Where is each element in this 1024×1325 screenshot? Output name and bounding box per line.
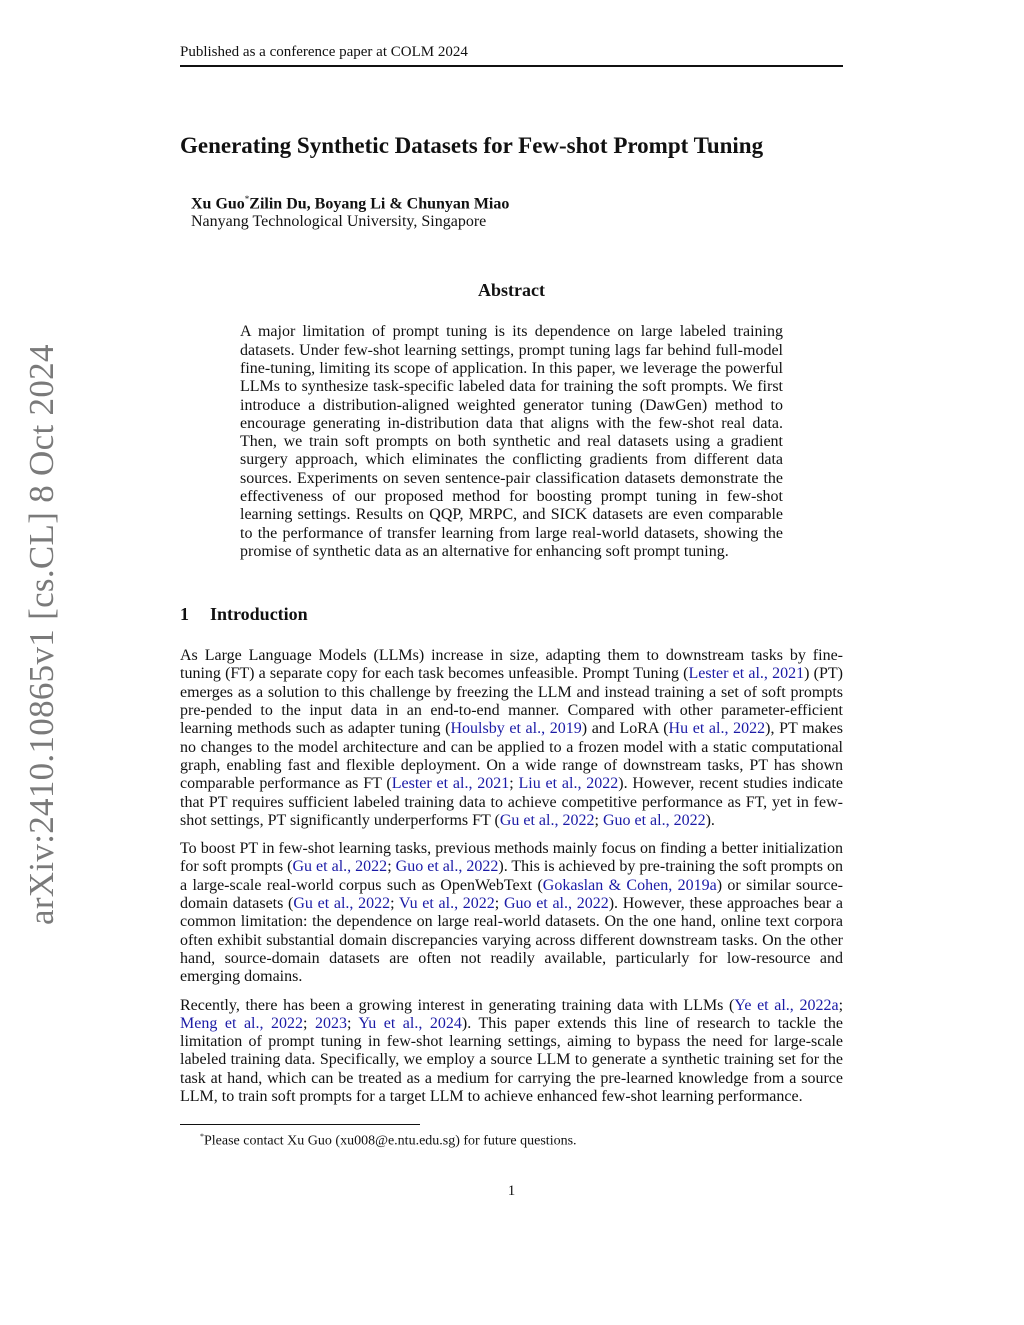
citation-link[interactable]: Yu et al., 2024 (358, 1014, 462, 1032)
citation-link[interactable]: Meng et al., 2022 (180, 1014, 304, 1032)
citation-link[interactable]: Ye et al., 2022a (734, 996, 839, 1014)
citation-link[interactable]: 2023 (315, 1014, 348, 1032)
paragraph-text: ). This is achieved by pre-training the soft prompts on a large-scale real-world corpus such as OpenWebText ( (180, 858, 844, 894)
header-rule (180, 65, 843, 67)
abstract-heading: Abstract (478, 280, 545, 301)
paragraph-text: ; (509, 775, 519, 793)
footnote-mark: * (200, 1132, 204, 1142)
abstract-text: A major limitation of prompt tuning is its dependence on large labeled training datasets. Under few-shot learning settings, prompt tuning lags far behind full-model fine-tuning, limiting its scope of application. In this paper, we leverage the powerful LLMs to synthesize task-specific labeled data for training the soft prompts. We first introduce a distribution-aligned weighted generator tuning (DawGen) method to encourage generating in-distribution data that aligns with the few-shot real data. Then, we train soft prompts on both synthetic and real datasets using a gradient surgery approach, which eliminates the conflicting gradients from different data sources. Experiments on seven sentence-pair classification datasets demonstrate the effectiveness of our proposed method for boosting prompt tuning in few-shot learning settings. Results on QQP, MRPC, and SICK datasets are even comparable to the performance of transfer learning from large real-world datasets, showing the promise of synthetic data as an alternative for enhancing soft prompt tuning. (240, 323, 783, 560)
citation-link[interactable]: Gu et al., 2022 (293, 895, 391, 913)
paragraph-text: ). However, recent studies indicate that PT requires sufficient labeled training data to achieve competitive performance as FT, yet in few-shot settings, PT significantly underperforms FT ( (180, 775, 844, 829)
citation-link[interactable]: Liu et al., 2022 (518, 775, 619, 793)
footnote-text: Please contact Xu Guo (xu008@e.ntu.edu.sg) for future questions. (204, 1133, 577, 1149)
citation-link[interactable]: Guo et al., 2022 (503, 895, 609, 913)
paragraph-text: ). This paper extends this line of research to tackle the limitation of prompt tuning in few-shot learning settings, aiming to bypass the need for large-scale labeled training data. Specifically, we employ a source LLM to generate a synthetic training set for the task at hand, which can be treated as a medium for carrying the pre-learned knowledge from a source LLM, to train soft prompts for a target LLM to achieve enhanced few-shot learning performance. (180, 1014, 844, 1106)
footnote-mark[interactable]: * (244, 194, 250, 204)
citation-link[interactable]: Guo et al., 2022 (395, 858, 499, 876)
arxiv-identifier: arXiv:2410.10865v1 [cs.CL] 8 Oct 2024 (22, 344, 61, 925)
citation-link[interactable]: Lester et al., 2021 (391, 775, 510, 793)
footnote-area (180, 1124, 843, 1150)
paper-title: Generating Synthetic Datasets for Few-shot Prompt Tuning (180, 133, 764, 158)
citation-link[interactable]: Gu et al., 2022 (292, 858, 388, 876)
citation-link[interactable]: Gu et al., 2022 (499, 811, 595, 829)
paragraph-text: ) and LoRA ( (581, 720, 669, 738)
citation-link[interactable]: Vu et al., 2022 (399, 895, 495, 913)
paragraph-text: ; (494, 895, 504, 913)
running-header: Published as a conference paper at COLM 2024 (180, 44, 468, 60)
paragraph-text: ; (303, 1014, 316, 1032)
page-body (180, 132, 843, 1220)
section-heading (180, 603, 843, 625)
paragraph-text: To boost PT in few-shot learning tasks, previous methods mainly focus on finding a better initialization for soft prompts ( (180, 840, 843, 876)
paragraph-text: ) (PT) emerges as a solution to this challenge by freezing the LLM and instead training a set of soft prompts pre-pended to the input data in an end-to-end manner. Compared with other parameter-efficient learning methods such as adapter tuning ( (180, 665, 843, 738)
footnote-rule (180, 1124, 420, 1125)
affiliation: Nanyang Technological University, Singapore (191, 213, 487, 231)
first-author: Xu Guo (191, 195, 245, 213)
other-authors: Zilin Du, Boyang Li & Chunyan Miao (249, 195, 510, 213)
paragraph-text: ). However, these approaches bear a common limitation: the dependence on large real-world datasets. On the one hand, online text corpora often exhibit substantial domain discrepancies varying across different downstream tasks. On the other hand, source-domain datasets are often not readily available, particularly for low-resource and emerging domains. (180, 895, 844, 986)
page-number: 1 (507, 1182, 516, 1199)
intro-paragraph-2 (180, 840, 843, 986)
paragraph-text: ), PT makes no changes to the model architecture and can be applied to a frozen model with a static computational graph, enabling fast and flexible deployment. On a wide range of downstream tasks, PT has shown comparable performance as FT ( (180, 720, 844, 793)
section-number: 1 (180, 604, 189, 625)
author-list (191, 190, 843, 213)
paragraph-text: ; (347, 1014, 359, 1032)
footnote (200, 1128, 843, 1150)
paragraph-text: ). (705, 811, 715, 829)
citation-link[interactable]: Houlsby et al., 2019 (450, 720, 582, 738)
citation-link[interactable]: Hu et al., 2022 (668, 720, 766, 738)
citation-link[interactable]: Gokaslan & Cohen, 2019a (542, 876, 717, 894)
paragraph-text: ) or similar source-domain datasets ( (180, 876, 843, 913)
paragraph-text: ; (387, 858, 396, 876)
citation-link[interactable]: Guo et al., 2022 (602, 811, 706, 829)
section-title: Introduction (210, 604, 308, 625)
paragraph-text: Recently, there has been a growing interest in generating training data with LLMs ( (180, 996, 735, 1014)
paragraph-text: As Large Language Models (LLMs) increase in size, adapting them to downstream tasks by fine-tuning (FT) a separate copy for each task becomes unfeasible. Prompt Tuning ( (180, 647, 843, 683)
paragraph-text: ; (594, 811, 603, 829)
intro-paragraph-1 (180, 647, 843, 830)
citation-link[interactable]: Lester et al., 2021 (688, 665, 805, 683)
paragraph-text: ; (838, 996, 844, 1014)
intro-paragraph-3 (180, 997, 843, 1107)
paragraph-text: ; (390, 895, 399, 913)
